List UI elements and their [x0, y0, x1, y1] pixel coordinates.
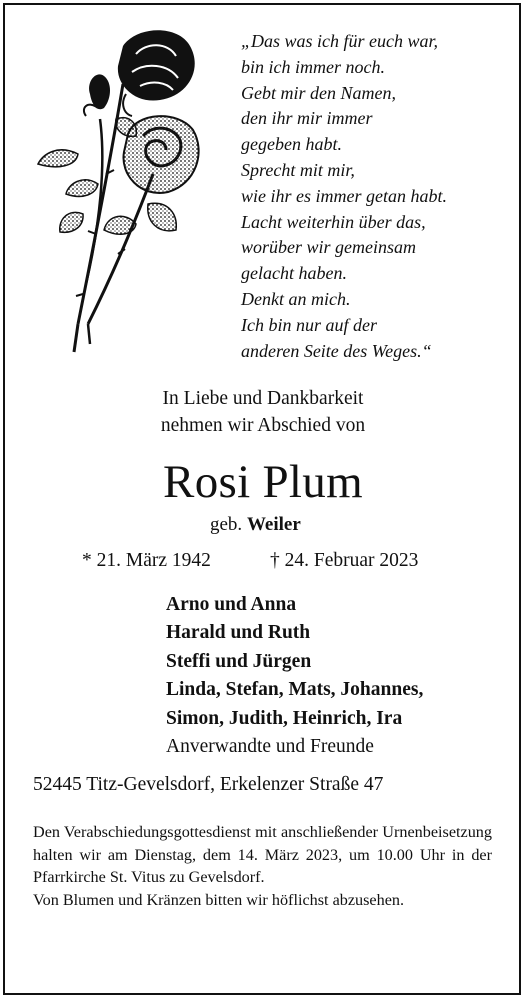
poem-line: den ihr mir immer	[241, 108, 373, 129]
mourner-line: Linda, Stefan, Mats, Johannes,	[166, 679, 424, 701]
mourners-list	[166, 591, 423, 761]
poem-line: gelacht haben.	[241, 263, 347, 284]
poem-line: Sprecht mit mir,	[241, 159, 355, 180]
birth-date: * 21. März 1942	[82, 550, 211, 571]
poem-line: gegeben habt.	[241, 134, 342, 155]
funeral-notice	[33, 821, 492, 911]
poem	[241, 29, 511, 364]
mourner-line: Simon, Judith, Heinrich, Ira	[166, 707, 403, 729]
poem-line: Lacht weiterhin über das,	[241, 211, 426, 232]
poem-line: Denkt an mich.	[241, 288, 351, 309]
mourner-line: Harald und Ruth	[166, 622, 311, 644]
deceased-name: Rosi Plum	[163, 456, 363, 508]
poem-line: worüber wir gemeinsam	[241, 237, 416, 258]
poem-line: anderen Seite des Weges.“	[241, 340, 432, 361]
intro-line: In Liebe und Dankbarkeit	[162, 388, 364, 409]
death-date: † 24. Februar 2023	[270, 550, 419, 571]
poem-line: „Das was ich für euch war,	[241, 31, 439, 51]
maiden-surname: Weiler	[246, 514, 301, 535]
maiden-name	[210, 512, 301, 538]
maiden-prefix: geb.	[210, 514, 243, 535]
intro-text	[0, 385, 526, 439]
mourner-line: Arno und Anna	[166, 594, 297, 615]
intro-line: nehmen wir Abschied von	[160, 415, 366, 436]
service-notice: Den Verabschiedungsgottesdienst mit anschließender Urnenbeisetzung halten wir am Dienstag, dem 14. März 2023, um 10.00 Uhr in der Pfarrkirche St. Vitus zu Gevelsdorf.	[33, 823, 492, 887]
family-address: 52445 Titz-Gevelsdorf, Erkelenzer Straße 47	[33, 774, 384, 795]
rose-illustration-icon	[28, 24, 208, 359]
poem-line: Gebt mir den Namen,	[241, 82, 396, 103]
poem-line: wie ihr es immer getan habt.	[241, 185, 447, 206]
flowers-notice: Von Blumen und Kränzen bitten wir höflichst abzusehen.	[33, 890, 405, 909]
poem-line: Ich bin nur auf der	[241, 314, 377, 335]
poem-line: bin ich immer noch.	[241, 56, 385, 77]
mourner-line: Steffi und Jürgen	[166, 650, 312, 672]
relatives-line: Anverwandte und Freunde	[166, 736, 374, 758]
